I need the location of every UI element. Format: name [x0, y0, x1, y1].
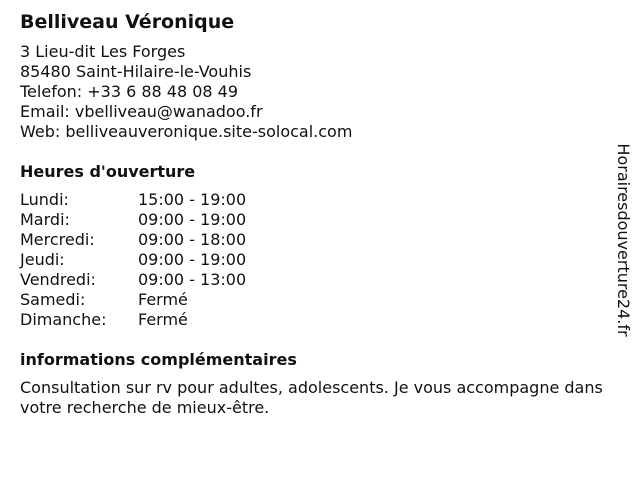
info-text: Consultation sur rv pour adultes, adolescents. Je vous accompagne dans votre recherche de mieux-être. — [20, 378, 603, 417]
hours-row — [20, 270, 246, 290]
day-label: Vendredi: — [20, 270, 96, 289]
hours-row — [20, 230, 246, 250]
day-label: Jeudi: — [20, 250, 65, 269]
day-label: Mardi: — [20, 210, 70, 229]
website-text: Web: belliveauveronique.site-solocal.com — [20, 122, 353, 141]
day-label: Samedi: — [20, 290, 86, 309]
address-line-1: 3 Lieu-dit Les Forges — [20, 42, 186, 61]
phone-text: Telefon: +33 6 88 48 08 49 — [20, 82, 239, 101]
day-label: Mercredi: — [20, 230, 95, 249]
hours-row — [20, 290, 246, 310]
time-value: 09:00 - 19:00 — [138, 250, 247, 269]
hours-row — [20, 210, 246, 230]
info-title: informations complémentaires — [20, 350, 297, 369]
business-card — [20, 10, 610, 418]
time-value: 09:00 - 19:00 — [138, 210, 247, 229]
hours-row — [20, 190, 246, 210]
time-value: 09:00 - 18:00 — [138, 230, 247, 249]
business-name: Belliveau Véronique — [20, 11, 235, 33]
time-value: Fermé — [138, 310, 188, 329]
time-value: Fermé — [138, 290, 188, 309]
time-value: 09:00 - 13:00 — [138, 270, 247, 289]
day-label: Lundi: — [20, 190, 69, 209]
contact-block — [20, 42, 610, 142]
time-value: 15:00 - 19:00 — [138, 190, 247, 209]
hours-row — [20, 310, 246, 330]
day-label: Dimanche: — [20, 310, 107, 329]
hours-title: Heures d'ouverture — [20, 162, 196, 181]
hours-table — [20, 190, 246, 330]
watermark-text: Horairesdouverture24.fr — [614, 143, 633, 337]
address-line-2: 85480 Saint-Hilaire-le-Vouhis — [20, 62, 252, 81]
hours-row — [20, 250, 246, 270]
email-text: Email: vbelliveau@wanadoo.fr — [20, 102, 263, 121]
